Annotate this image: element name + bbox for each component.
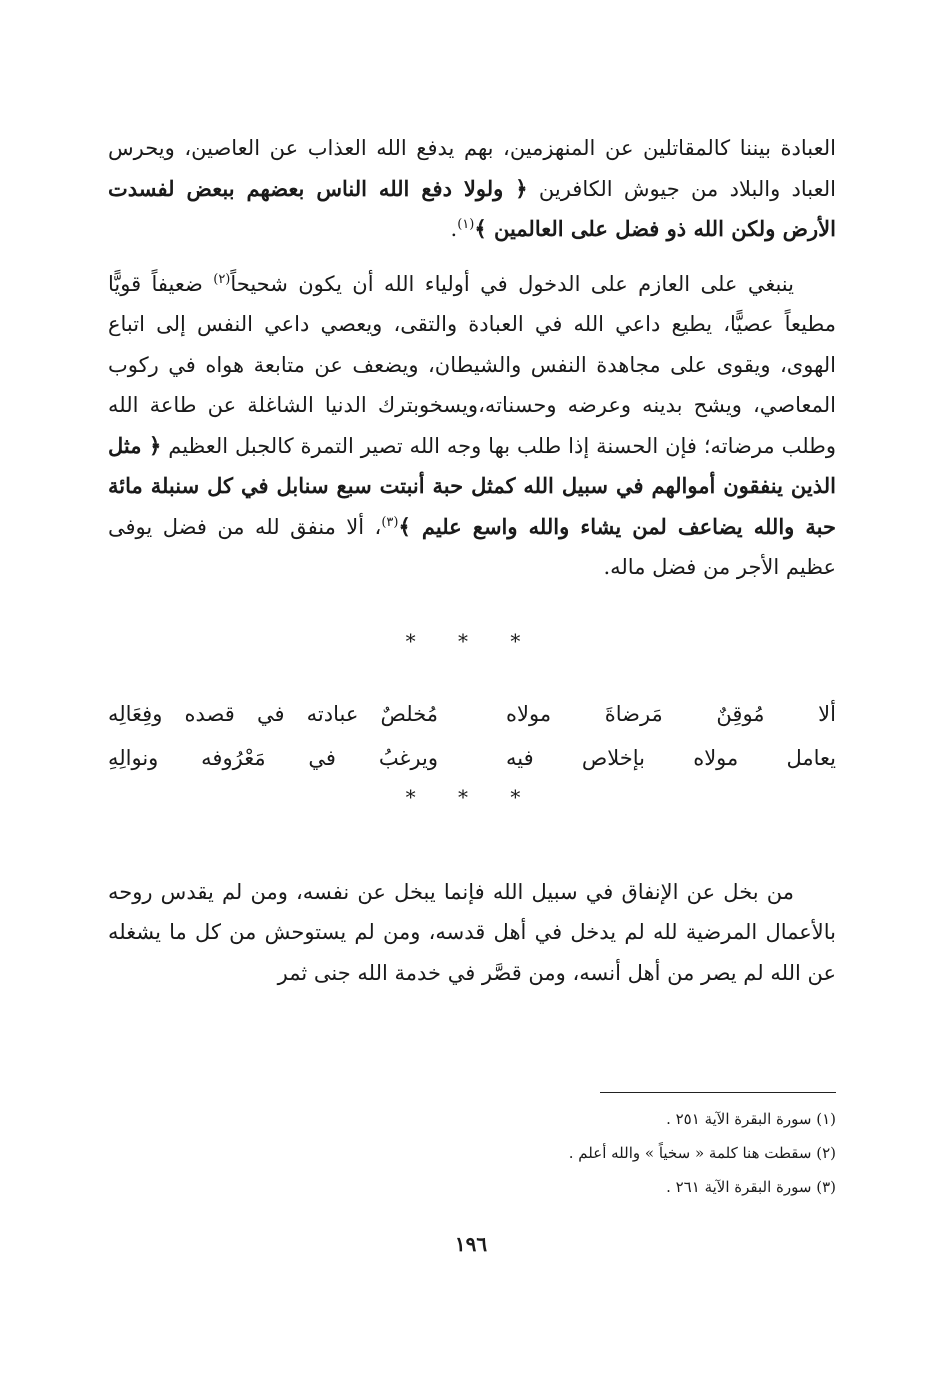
poem-verse-2-right: يعامل مولاه بإخلاص فيه bbox=[506, 745, 836, 770]
footnote-ref-1: (١) bbox=[457, 217, 475, 232]
poem-verse bbox=[108, 736, 836, 780]
paragraph-1-text: العبادة بيننا كالمقاتلين عن المنهزمين، بهم يدفع الله العذاب عن العاصين، ويحرس العباد والبلاد من جيوش الكافرين bbox=[108, 136, 837, 201]
paragraph-1 bbox=[108, 128, 836, 250]
poem-verse-1-right: ألا مُوقِنٌ مَرضاةَ مولاه bbox=[506, 701, 836, 726]
footnote-ref-3: (٣) bbox=[381, 514, 399, 530]
page-body bbox=[108, 128, 836, 993]
footnote-3: (٣) سورة البقرة الآية ٢٦١ . bbox=[666, 1178, 836, 1196]
quran-verse-1: ﴿ ولولا دفع الله الناس بعضهم ببعض لفسدت الأرض ولكن الله ذو فضل على العالمين ﴾ bbox=[108, 175, 836, 241]
paragraph-2-text-b: ضعيفاً قويًّا مطيعاً عصيًّا، يطيع داعي الله في العبادة والتقى، ويعصي داعي النفس إلى اتباع الهوى، ويقوى على مجاهدة النفس والشيطان، ويضعف عن متابعة هواه في ركوب المعاصي، ويشح بدينه وعرضه وحسناته،ويسخوبترك الدنيا الشاغلة عن طاعة الله وطلب مرضاته؛ فإن الحسنة إذا طلب بها وجه الله تصير التمرة كالجبل العظيم bbox=[108, 271, 836, 458]
paragraph-1-end: . bbox=[450, 217, 458, 241]
page-number: ١٩٦ bbox=[454, 1232, 488, 1256]
poem-verse-2-left: ويرغبُ في مَعْرُوفه ونوالِهِ bbox=[108, 745, 438, 770]
footnote-ref-2: (٢) bbox=[213, 271, 231, 287]
poem-verse-1-left: مُخلصٌ عبادته في قصده وفِعَالِه bbox=[108, 701, 438, 726]
paragraph-3: من بخل عن الإنفاق في سبيل الله فإنما يبخل عن نفسه، ومن لم يقدس روحه بالأعمال المرضية لله لم يدخل في أهل قدسه، ومن لم يستوحش من كل ما يشغله عن الله لم يصر من أهل أنسه، ومن قصَّر في خدمة الله جنى ثمر bbox=[108, 879, 836, 985]
footnotes bbox=[300, 1102, 836, 1204]
paragraph-2 bbox=[108, 264, 836, 588]
footnote-divider bbox=[600, 1092, 836, 1093]
poem bbox=[108, 692, 836, 780]
paragraph-2-text-c: ، ألا منفق لله من فضل يوفى عظيم الأجر من فضل ماله. bbox=[108, 514, 836, 579]
footnote-2: (٢) سقطت هنا كلمة « سخياً » والله أعلم . bbox=[568, 1144, 836, 1162]
paragraph-2-text-a: ينبغي على العازم على الدخول في أولياء الله أن يكون شحيحاً bbox=[230, 271, 794, 296]
quran-verse-2: ﴿ مثل الذين ينفقون أموالهم في سبيل الله كمثل حبة أنبتت سبع سنابل في كل سنبلة مائة حبة والله يضاعف لمن يشاء والله واسع عليم ﴾ bbox=[108, 432, 836, 539]
separator-stars-2: * * * bbox=[405, 784, 539, 809]
poem-verse bbox=[108, 692, 836, 736]
footnote-1: (١) سورة البقرة الآية ٢٥١ . bbox=[666, 1110, 836, 1128]
separator-stars-1: * * * bbox=[405, 628, 539, 653]
